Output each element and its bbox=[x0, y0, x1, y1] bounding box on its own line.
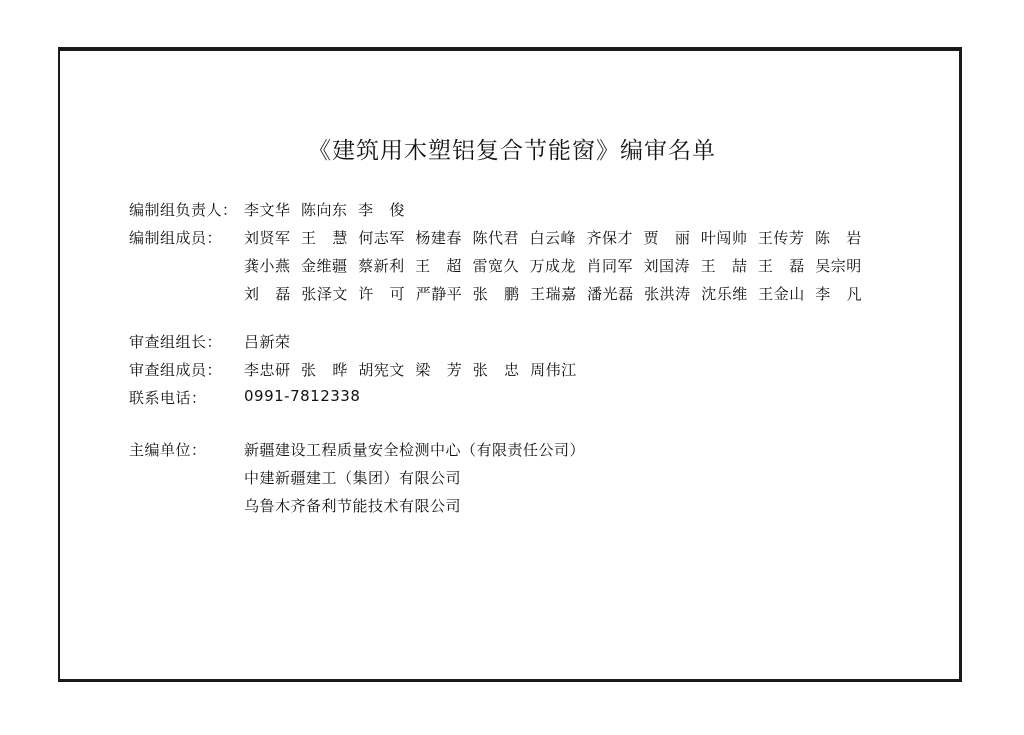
document-title: 《建筑用木塑铝复合节能窗》编审名单 bbox=[308, 138, 716, 164]
review-members-label: 审查组成员： bbox=[129, 361, 223, 379]
phone-label: 联系电话： bbox=[129, 389, 207, 407]
phone-number: 0991-7812338 bbox=[244, 387, 361, 405]
review-lead-label: 审查组组长： bbox=[129, 333, 223, 351]
editor-members-label: 编制组成员： bbox=[129, 229, 223, 247]
editor-members-line: 刘 磊 张泽文 许 可 严静平 张 鹏 王瑞嘉 潘光磊 张洪涛 沈乐维 王金山 李 凡 bbox=[244, 285, 863, 303]
chief-editor-unit: 中建新疆建工（集团）有限公司 bbox=[244, 469, 462, 487]
chief-editor-unit: 乌鲁木齐备利节能技术有限公司 bbox=[244, 497, 462, 515]
editor-members-line: 刘贤军 王 慧 何志军 杨建春 陈代君 白云峰 齐保才 贾 丽 叶闯帅 王传芳 陈 岩 bbox=[244, 229, 862, 247]
editor-lead-label: 编制组负责人： bbox=[129, 201, 238, 219]
chief-editor-unit: 新疆建设工程质量安全检测中心（有限责任公司） bbox=[244, 441, 586, 459]
chief-editor-label: 主编单位： bbox=[129, 441, 207, 459]
editor-lead-names: 李文华 陈向东 李 俊 bbox=[244, 201, 405, 219]
review-lead-name: 吕新荣 bbox=[244, 333, 291, 351]
editor-members-line: 龚小燕 金维疆 蔡新利 王 超 雷宽久 万成龙 肖同军 刘国涛 王 喆 王 磊 吴宗明 bbox=[244, 257, 862, 275]
review-members-names: 李忠研 张 晔 胡宪文 梁 芳 张 忠 周伟江 bbox=[244, 361, 577, 379]
